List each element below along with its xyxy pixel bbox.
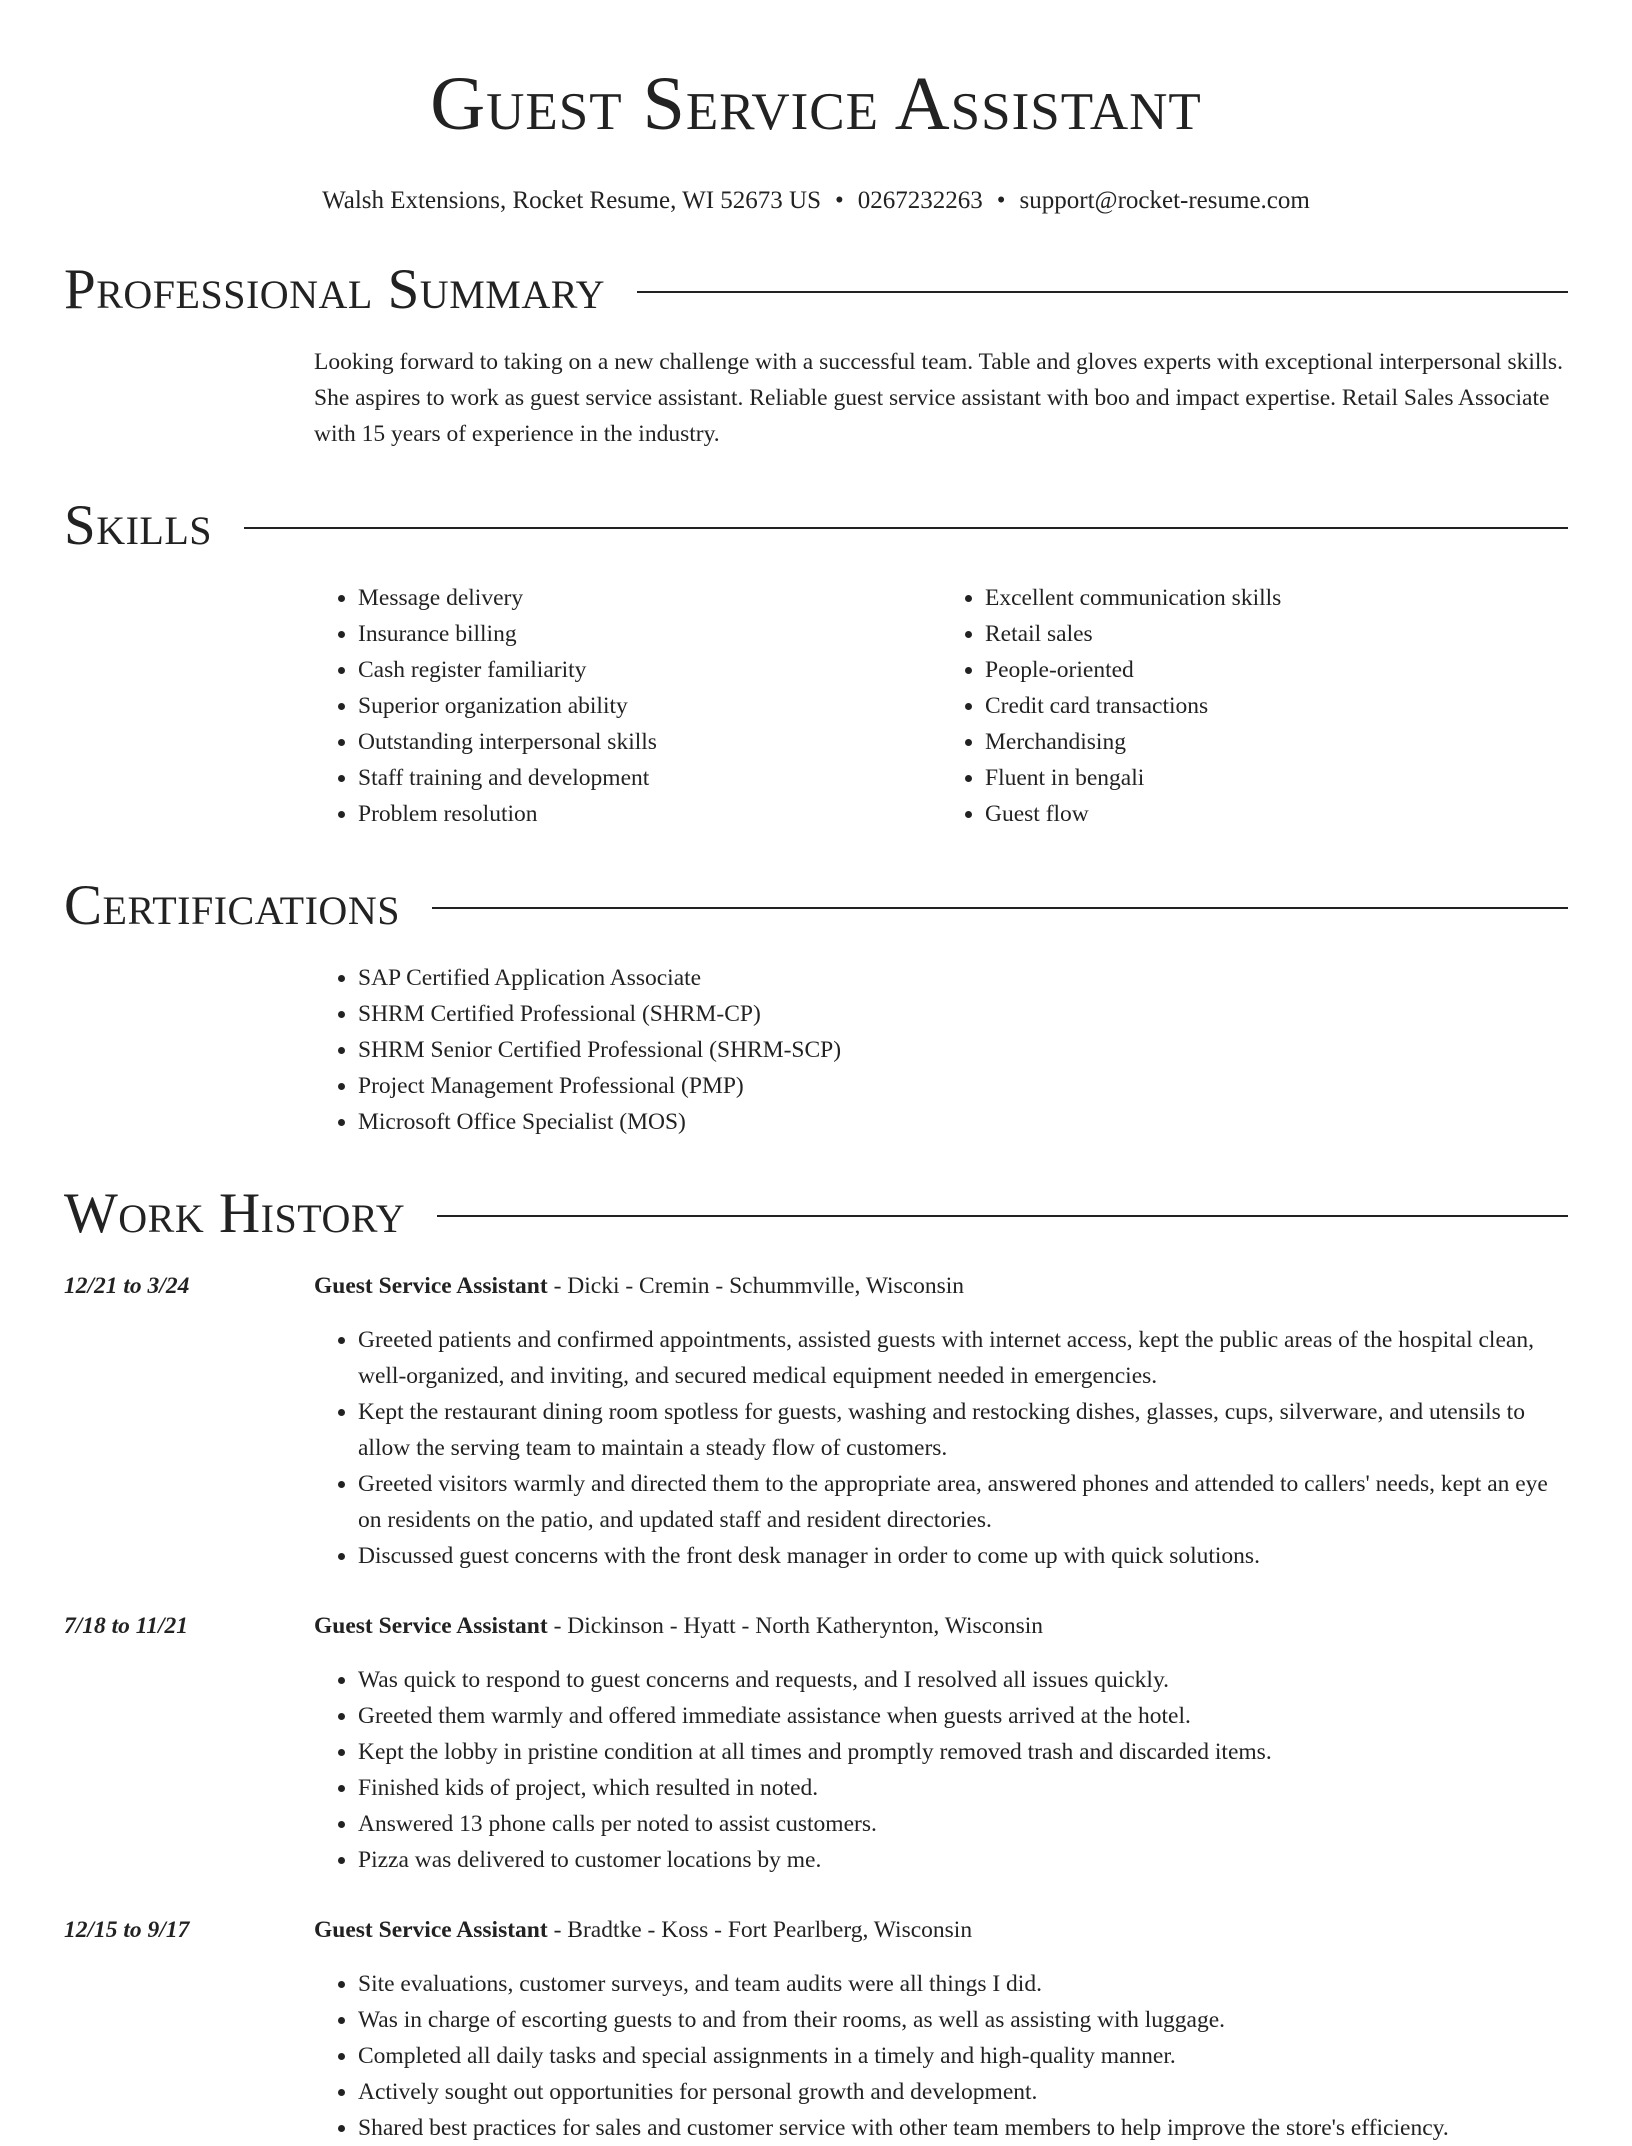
job-dates: 12/15 to 9/17 xyxy=(64,1917,190,1943)
job-title-line xyxy=(314,1912,1568,1948)
section-divider xyxy=(432,907,1568,909)
job-bullet: • Shared best practices for sales and customer service with other team members to help improve the store's efficiency. xyxy=(358,2110,1568,2146)
job-bullet: • Was in charge of escorting guests to and from their rooms, as well as assisting with luggage. xyxy=(358,2002,1568,2038)
certification-item: • SAP Certified Application Associate xyxy=(358,960,1568,996)
job-bullet: • Answered 13 phone calls per noted to assist customers. xyxy=(358,1806,1568,1842)
job-bullets xyxy=(314,1662,1568,1878)
job-entry xyxy=(64,1912,1568,2146)
job-entry xyxy=(64,1268,1568,1574)
section-divider xyxy=(437,1215,1568,1217)
skill-item: • Excellent communication skills xyxy=(985,580,1568,616)
email: support@rocket-resume.com xyxy=(1019,187,1310,214)
job-details xyxy=(314,1912,1568,2146)
job-bullet: • Actively sought out opportunities for personal growth and development. xyxy=(358,2074,1568,2110)
skill-item: • Insurance billing xyxy=(358,616,941,652)
skill-item: • Retail sales xyxy=(985,616,1568,652)
skill-item: • Staff training and development xyxy=(358,760,941,796)
job-bullet: • Kept the lobby in pristine condition at all times and promptly removed trash and discarded items. xyxy=(358,1734,1568,1770)
certification-item: • SHRM Senior Certified Professional (SHRM-SCP) xyxy=(358,1032,1568,1068)
job-title: Guest Service Assistant xyxy=(314,1917,548,1943)
job-bullet: • Discussed guest concerns with the front desk manager in order to come up with quick solutions. xyxy=(358,1538,1568,1574)
skills-column-right xyxy=(941,580,1568,832)
certification-item: • Microsoft Office Specialist (MOS) xyxy=(358,1104,1568,1140)
summary-heading: Professional Summary xyxy=(64,258,606,321)
skills-column-left xyxy=(314,580,941,832)
job-bullet: • Was quick to respond to guest concerns and requests, and I resolved all issues quickly. xyxy=(358,1662,1568,1698)
skill-item: • Superior organization ability xyxy=(358,688,941,724)
separator-dot: • xyxy=(835,187,844,214)
address: Walsh Extensions, Rocket Resume, WI 52673 US xyxy=(322,187,822,214)
certification-item: • Project Management Professional (PMP) xyxy=(358,1068,1568,1104)
work-section-header xyxy=(64,1182,1568,1246)
skill-item: • Guest flow xyxy=(985,796,1568,832)
work-heading: Work History xyxy=(64,1182,406,1245)
skill-item: • People-oriented xyxy=(985,652,1568,688)
job-bullets xyxy=(314,1966,1568,2146)
job-dates: 7/18 to 11/21 xyxy=(64,1613,189,1639)
skills-list xyxy=(314,580,1568,832)
job-bullet: • Greeted visitors warmly and directed them to the appropriate area, answered phones and attended to callers' needs, kept an eye on residents on the patio, and updated staff and resident directories. xyxy=(358,1466,1568,1538)
skill-item: • Cash register familiarity xyxy=(358,652,941,688)
work-history-list xyxy=(64,1268,1568,2146)
skills-section-header xyxy=(64,494,1568,558)
summary-text: Looking forward to taking on a new challenge with a successful team. Table and gloves experts with exceptional interpersonal skills. She aspires to work as guest service assistant. Reliable guest service assistant with boo and impact expertise. Retail Sales Associate with 15 years of experience in the industry. xyxy=(314,349,1563,447)
skill-item: • Outstanding interpersonal skills xyxy=(358,724,941,760)
job-bullet: • Greeted patients and confirmed appointments, assisted guests with internet access, kept the public areas of the hospital clean, well-organized, and inviting, and secured medical equipment needed in emergencies. xyxy=(358,1322,1568,1394)
job-employer: - Dickinson - Hyatt - North Katherynton, Wisconsin xyxy=(547,1613,1043,1639)
candidate-name: Guest Service Assistant xyxy=(430,62,1202,146)
job-details xyxy=(314,1268,1568,1574)
section-divider xyxy=(244,527,1568,529)
section-divider xyxy=(637,291,1568,293)
skill-item: • Credit card transactions xyxy=(985,688,1568,724)
skill-item: • Message delivery xyxy=(358,580,941,616)
job-bullet: • Pizza was delivered to customer locations by me. xyxy=(358,1842,1568,1878)
job-dates: 12/21 to 3/24 xyxy=(64,1273,190,1299)
skill-item: • Merchandising xyxy=(985,724,1568,760)
job-title-line xyxy=(314,1608,1568,1644)
skill-item: • Fluent in bengali xyxy=(985,760,1568,796)
job-bullets xyxy=(314,1322,1568,1574)
job-bullet: • Site evaluations, customer surveys, and team audits were all things I did. xyxy=(358,1966,1568,2002)
phone: 0267232263 xyxy=(857,187,983,214)
job-entry xyxy=(64,1608,1568,1878)
separator-dot: • xyxy=(996,187,1006,214)
job-bullet: • Greeted them warmly and offered immediate assistance when guests arrived at the hotel. xyxy=(358,1698,1568,1734)
skills-heading: Skills xyxy=(64,494,213,557)
job-title-line xyxy=(314,1268,1568,1304)
job-title: Guest Service Assistant xyxy=(314,1273,548,1299)
certification-item: • SHRM Certified Professional (SHRM-CP) xyxy=(358,996,1568,1032)
certifications-list xyxy=(314,960,1568,1140)
summary-section-header xyxy=(64,258,1568,322)
job-employer: - Dicki - Cremin - Schummville, Wisconsin xyxy=(547,1273,965,1299)
certifications-heading: Certifications xyxy=(64,874,400,937)
job-bullet: • Completed all daily tasks and special assignments in a timely and high-quality manner. xyxy=(358,2038,1568,2074)
certifications-section-header xyxy=(64,874,1568,938)
job-details xyxy=(314,1608,1568,1878)
job-bullet: • Finished kids of project, which resulted in noted. xyxy=(358,1770,1568,1806)
job-employer: - Bradtke - Koss - Fort Pearlberg, Wisconsin xyxy=(547,1917,973,1943)
job-bullet: • Kept the restaurant dining room spotless for guests, washing and restocking dishes, glasses, cups, silverware, and utensils to allow the serving team to maintain a steady flow of customers. xyxy=(358,1394,1568,1466)
contact-line xyxy=(64,186,1568,216)
job-title: Guest Service Assistant xyxy=(314,1613,548,1639)
skill-item: • Problem resolution xyxy=(358,796,941,832)
